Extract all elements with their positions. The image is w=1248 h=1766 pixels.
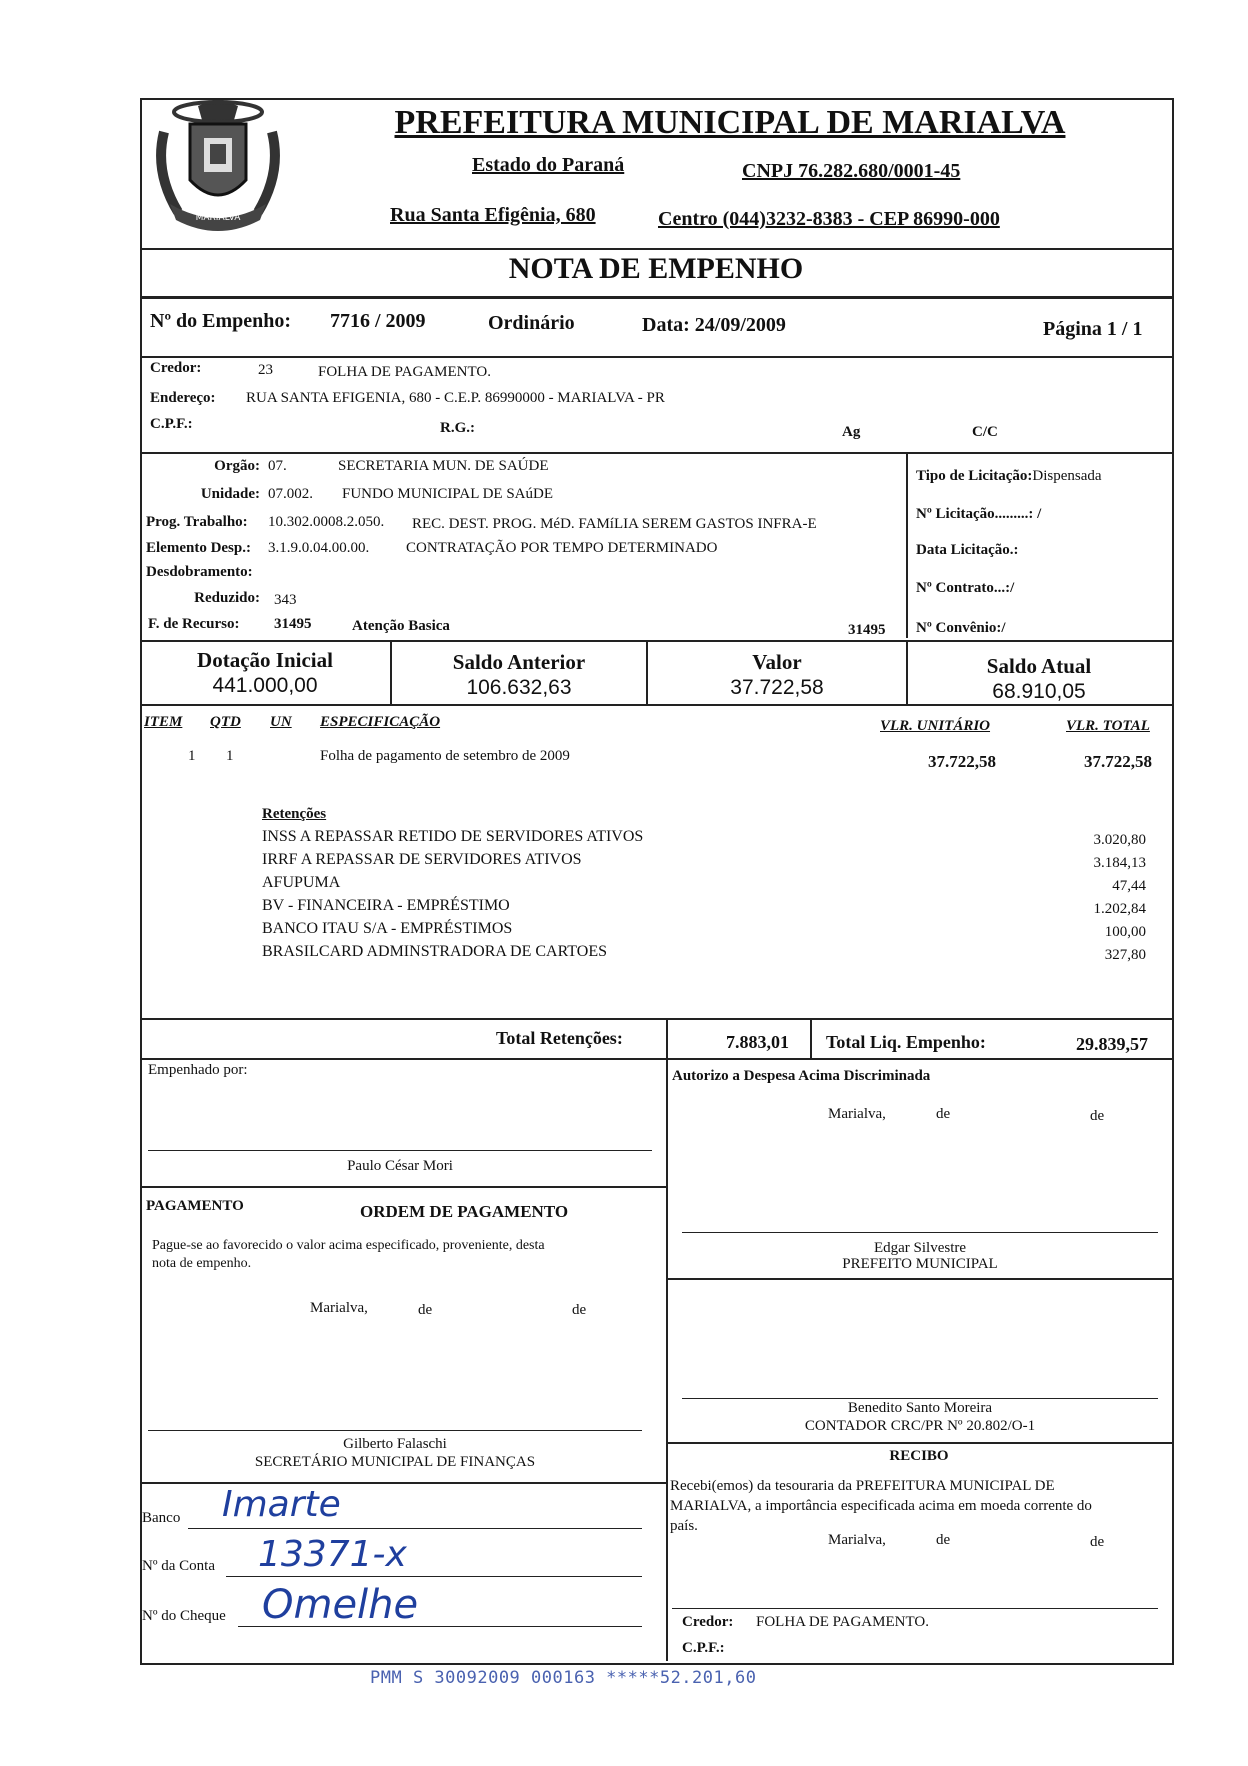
prog-code: 10.302.0008.2.050.	[268, 514, 385, 530]
cheque-handwritten: Omelhe	[262, 1582, 419, 1628]
unidade-label: Unidade:	[200, 486, 260, 502]
dotacao-label: Dotação Inicial	[197, 648, 333, 672]
retencao-name: BRASILCARD ADMINSTRADORA DE CARTOES	[262, 943, 608, 960]
retencoes-title: Retenções	[262, 806, 327, 822]
recibo-credor-value: FOLHA DE PAGAMENTO.	[756, 1614, 929, 1630]
empenhado-name: Paulo César Mori	[347, 1158, 453, 1174]
endereco-label: Endereço:	[150, 390, 216, 406]
retencao-name: BANCO ITAU S/A - EMPRÉSTIMOS	[262, 920, 513, 937]
pagamento-label: PAGAMENTO	[146, 1198, 244, 1214]
prefeito-title: PREFEITO MUNICIPAL	[842, 1256, 998, 1272]
cnpj-label: CNPJ 76.282.680/0001-45	[742, 160, 961, 182]
svg-text:MARIALVA: MARIALVA	[195, 213, 241, 223]
orgao-label: Orgão:	[214, 458, 260, 474]
retencao-value: 100,00	[1104, 924, 1146, 940]
recibo-credor-label: Credor:	[682, 1614, 734, 1630]
total-retencoes-label: Total Retenções:	[496, 1028, 623, 1048]
row-spec: Folha de pagamento de setembro de 2009	[320, 748, 570, 764]
saldo-atual-label: Saldo Atual	[986, 654, 1092, 678]
prog-label: Prog. Trabalho:	[146, 514, 248, 530]
contrato: Nº Contrato...:/	[916, 580, 1015, 596]
saldo-atual-value: 68.910,05	[992, 680, 1086, 703]
recibo-text-2: MARIALVA, a importância especificada acima em moeda corrente do	[670, 1498, 1092, 1514]
recurso-label: F. de Recurso:	[148, 616, 240, 632]
cheque-label: Nº do Cheque	[142, 1608, 226, 1624]
credor-label: Credor:	[150, 360, 202, 376]
secretario-name: Gilberto Falaschi	[343, 1436, 447, 1452]
col-total-value: VLR. TOTAL	[1066, 718, 1150, 734]
col-qtd: QTD	[210, 714, 241, 730]
retencao-name: INSS A REPASSAR RETIDO DE SERVIDORES ATIVOS	[262, 828, 644, 845]
secretario-title: SECRETÁRIO MUNICIPAL DE FINANÇAS	[254, 1454, 536, 1470]
row-item: 1	[188, 748, 196, 764]
col-spec: ESPECIFICAÇÃO	[320, 714, 441, 730]
contador-title: CONTADOR CRC/PR Nº 20.802/O-1	[804, 1418, 1036, 1434]
document-title: NOTA DE EMPENHO	[508, 252, 804, 285]
cc-label: C/C	[972, 424, 998, 440]
address-rest: Centro (044)3232-8383 - CEP 86990-000	[658, 208, 1000, 230]
dotacao-value: 441.000,00	[212, 674, 318, 697]
recibo-city: Marialva,	[828, 1532, 886, 1548]
elem-name: CONTRATAÇÃO POR TEMPO DETERMINADO	[406, 540, 718, 556]
retencao-value: 1.202,84	[1093, 901, 1146, 917]
col-unit-value: VLR. UNITÁRIO	[880, 718, 991, 734]
row-total-value: 37.722,58	[1084, 752, 1152, 771]
conta-handwritten: 13371-x	[258, 1534, 407, 1575]
saldo-anterior-label: Saldo Anterior	[452, 650, 586, 674]
cpf-label: C.P.F.:	[150, 416, 193, 432]
licitacao-data: Data Licitação.:	[916, 542, 1019, 558]
retencao-value: 327,80	[1104, 947, 1146, 963]
endereco-value: RUA SANTA EFIGENIA, 680 - C.E.P. 86990000 - MARIALVA - PR	[246, 390, 665, 406]
recibo-text-1: Recebi(emos) da tesouraria da PREFEITURA MUNICIPAL DE	[670, 1478, 1055, 1494]
reduzido-label: Reduzido:	[194, 590, 260, 606]
pague-text-2: nota de empenho.	[152, 1256, 252, 1271]
unidade-name: FUNDO MUNICIPAL DE SAúDE	[342, 486, 553, 502]
desdob-label: Desdobramento:	[146, 564, 253, 580]
pagamento-de-2: de	[572, 1302, 587, 1318]
autorizo-de-2: de	[1090, 1108, 1105, 1124]
recibo-de-2: de	[1090, 1534, 1105, 1550]
elem-code: 3.1.9.0.04.00.00.	[268, 540, 370, 556]
recibo-de-1: de	[936, 1532, 951, 1548]
licitacao-numero: Nº Licitação.........: /	[916, 506, 1042, 522]
recibo-text-3: país.	[670, 1518, 698, 1534]
retencao-name: BV - FINANCEIRA - EMPRÉSTIMO	[262, 897, 510, 914]
retencao-value: 47,44	[1112, 878, 1146, 894]
recibo-title: RECIBO	[889, 1448, 949, 1464]
contador-name: Benedito Santo Moreira	[847, 1400, 993, 1416]
orgao-name: SECRETARIA MUN. DE SAÚDE	[338, 458, 549, 474]
autorizo-label: Autorizo a Despesa Acima Discriminada	[672, 1068, 931, 1084]
col-un: UN	[270, 714, 292, 730]
row-unit-value: 37.722,58	[928, 752, 996, 771]
autorizo-city: Marialva,	[828, 1106, 886, 1122]
pague-text-1: Pague-se ao favorecido o valor acima especificado, proveniente, desta	[152, 1238, 545, 1253]
valor-value: 37.722,58	[730, 676, 824, 699]
empenho-type: Ordinário	[488, 312, 575, 334]
empenhado-label: Empenhado por:	[148, 1062, 248, 1078]
empenho-number-label: Nº do Empenho:	[150, 310, 292, 332]
recurso-code: 31495	[274, 616, 312, 632]
banco-handwritten: Imarte	[222, 1484, 341, 1525]
prefeito-name: Edgar Silvestre	[873, 1240, 967, 1256]
total-retencoes-value: 7.883,01	[726, 1032, 789, 1052]
row-qtd: 1	[226, 748, 234, 764]
recibo-cpf-label: C.P.F.:	[682, 1640, 725, 1656]
col-item: ITEM	[144, 714, 183, 730]
credor-name: FOLHA DE PAGAMENTO.	[318, 364, 491, 380]
ordem-pagamento-label: ORDEM DE PAGAMENTO	[360, 1202, 569, 1221]
total-liquido-label: Total Liq. Empenho:	[826, 1032, 986, 1052]
elem-label: Elemento Desp.:	[146, 540, 251, 556]
state-label: Estado do Paraná	[472, 154, 625, 176]
retencao-name: AFUPUMA	[262, 874, 341, 891]
recurso-code-2: 31495	[848, 622, 886, 638]
empenho-number: 7716 / 2009	[330, 310, 426, 332]
unidade-code: 07.002.	[268, 486, 313, 502]
bank-stamp: PMM S 30092009 000163 *****52.201,60	[370, 1668, 757, 1688]
retencao-value: 3.020,80	[1093, 832, 1146, 848]
reduzido-value: 343	[274, 592, 297, 608]
saldo-anterior-value: 106.632,63	[466, 676, 572, 699]
recurso-name: Atenção Basica	[352, 618, 450, 634]
address-street: Rua Santa Efigênia, 680	[390, 204, 596, 226]
convenio: Nº Convênio:/	[916, 620, 1006, 636]
pagamento-de-1: de	[418, 1302, 433, 1318]
ag-label: Ag	[842, 424, 861, 440]
conta-label: Nº da Conta	[142, 1558, 215, 1574]
page-number: Página 1 / 1	[1043, 318, 1143, 340]
pagamento-city: Marialva,	[310, 1300, 368, 1316]
credor-code: 23	[258, 362, 273, 378]
rg-label: R.G.:	[440, 420, 475, 436]
autorizo-de-1: de	[936, 1106, 951, 1122]
retencao-name: IRRF A REPASSAR DE SERVIDORES ATIVOS	[262, 851, 582, 868]
orgao-code: 07.	[268, 458, 287, 474]
banco-label: Banco	[142, 1510, 181, 1526]
page-title: PREFEITURA MUNICIPAL DE MARIALVA	[394, 104, 1066, 141]
prog-name: REC. DEST. PROG. MéD. FAMíLIA SEREM GASTOS INFRA-E	[412, 516, 817, 532]
licitacao-tipo: Tipo de Licitação:Dispensada	[916, 468, 1102, 484]
empenho-date: Data: 24/09/2009	[642, 314, 786, 336]
valor-label: Valor	[752, 650, 802, 674]
retencao-value: 3.184,13	[1093, 855, 1146, 871]
total-liquido-value: 29.839,57	[1076, 1034, 1148, 1054]
